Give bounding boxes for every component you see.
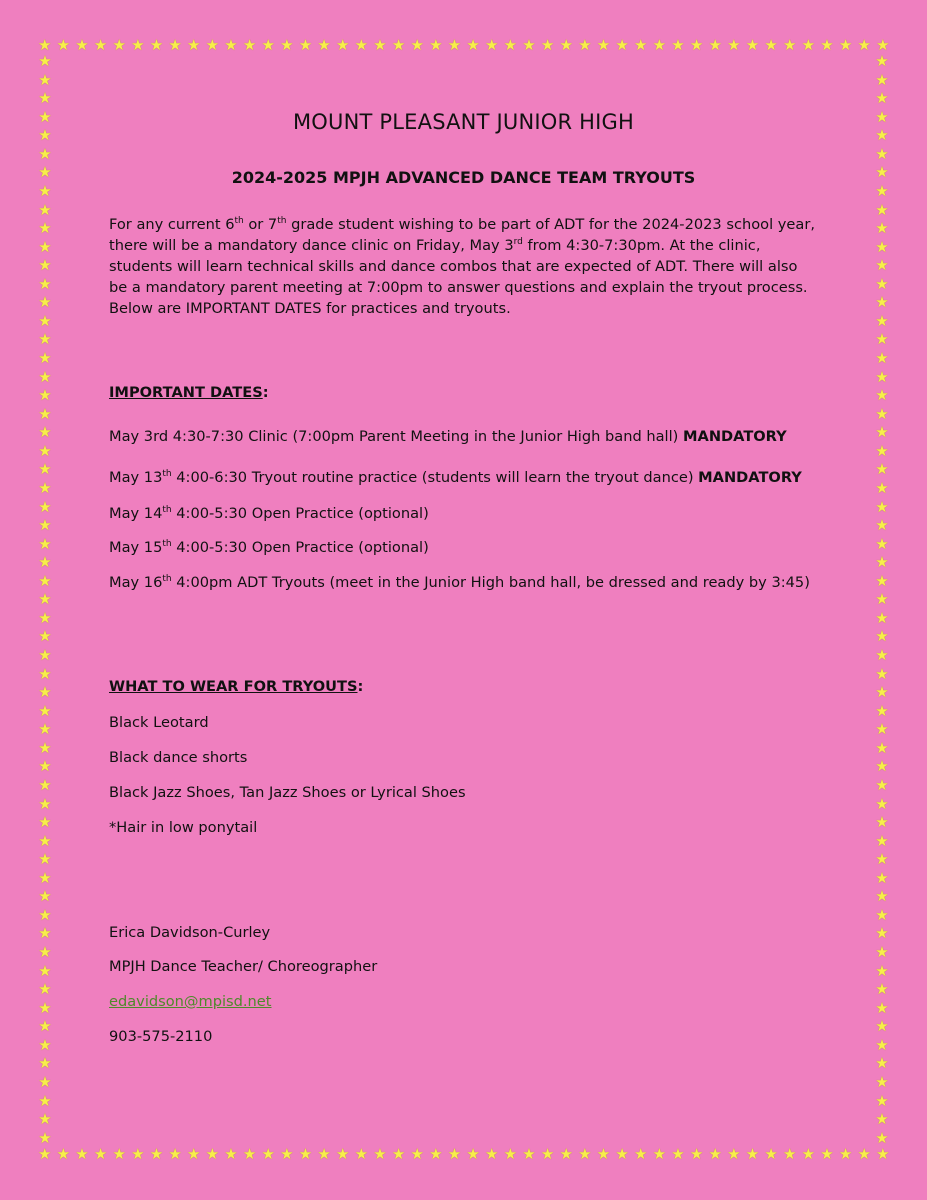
star-icon: ★ <box>578 35 592 54</box>
star-icon: ★ <box>38 163 52 182</box>
star-icon: ★ <box>559 35 573 54</box>
star-icon: ★ <box>615 35 629 54</box>
star-icon: ★ <box>38 961 52 980</box>
star-icon: ★ <box>875 237 889 256</box>
star-icon: ★ <box>93 35 108 54</box>
star-icon: ★ <box>875 441 889 460</box>
star-icon: ★ <box>875 998 889 1017</box>
star-icon: ★ <box>38 757 52 776</box>
star-icon: ★ <box>875 831 889 850</box>
star-border-top <box>38 36 890 54</box>
star-icon: ★ <box>745 1144 760 1163</box>
star-icon: ★ <box>875 497 889 516</box>
date-item <box>109 574 810 591</box>
star-icon: ★ <box>875 608 889 627</box>
star-icon: ★ <box>522 1144 536 1163</box>
contact-role: MPJH Dance Teacher/ Choreographer <box>109 958 378 975</box>
star-icon: ★ <box>38 1054 52 1073</box>
star-icon: ★ <box>764 35 778 54</box>
star-icon: ★ <box>38 571 52 590</box>
star-icon: ★ <box>38 905 52 924</box>
contact-email-link[interactable]: edavidson@mpisd.net <box>109 993 272 1010</box>
star-icon: ★ <box>875 367 889 386</box>
star-icon: ★ <box>298 35 313 54</box>
star-icon: ★ <box>875 646 889 664</box>
star-icon: ★ <box>801 35 816 54</box>
star-icon: ★ <box>615 1144 629 1163</box>
star-icon: ★ <box>38 256 52 275</box>
intro-text: For any current 6 <box>109 216 235 233</box>
star-icon: ★ <box>578 1144 592 1163</box>
star-icon: ★ <box>875 1054 889 1073</box>
star-icon: ★ <box>168 1144 182 1163</box>
star-icon: ★ <box>875 943 889 961</box>
star-icon: ★ <box>56 1144 71 1163</box>
star-icon: ★ <box>689 1144 704 1163</box>
star-icon: ★ <box>875 200 889 219</box>
star-icon: ★ <box>875 775 889 794</box>
star-icon: ★ <box>875 980 889 999</box>
star-icon: ★ <box>38 52 52 70</box>
star-icon: ★ <box>242 35 257 54</box>
star-icon: ★ <box>38 460 52 479</box>
star-icon: ★ <box>354 1144 369 1163</box>
star-icon: ★ <box>875 349 889 367</box>
star-icon: ★ <box>242 1144 257 1163</box>
star-icon: ★ <box>38 553 52 572</box>
star-icon: ★ <box>38 1035 52 1054</box>
star-icon: ★ <box>410 35 424 54</box>
star-icon: ★ <box>875 274 889 293</box>
star-icon: ★ <box>429 1144 443 1163</box>
star-icon: ★ <box>671 35 685 54</box>
star-icon: ★ <box>875 683 889 702</box>
star-icon: ★ <box>56 35 71 54</box>
star-icon: ★ <box>875 720 889 739</box>
star-icon: ★ <box>38 200 52 219</box>
star-icon: ★ <box>634 35 648 54</box>
star-icon: ★ <box>783 1144 797 1163</box>
star-icon: ★ <box>875 516 889 535</box>
star-icon: ★ <box>875 478 889 497</box>
star-icon: ★ <box>875 107 889 126</box>
star-icon: ★ <box>38 181 52 200</box>
star-icon: ★ <box>652 35 667 54</box>
star-icon: ★ <box>38 701 52 720</box>
page-subtitle: 2024-2025 MPJH ADVANCED DANCE TEAM TRYOUTS <box>231 168 696 187</box>
star-icon: ★ <box>187 35 201 54</box>
what-to-wear-label: WHAT TO WEAR FOR TRYOUTS <box>109 678 358 695</box>
star-icon: ★ <box>38 349 52 367</box>
star-icon: ★ <box>38 998 52 1017</box>
star-icon: ★ <box>205 1144 220 1163</box>
date-item <box>109 505 429 522</box>
date-item <box>109 428 787 445</box>
intro-sup: th <box>234 216 244 227</box>
star-icon: ★ <box>112 1144 126 1163</box>
star-icon: ★ <box>671 1144 685 1163</box>
star-icon: ★ <box>131 35 145 54</box>
mandatory-label: MANDATORY <box>683 428 787 445</box>
star-icon: ★ <box>336 35 350 54</box>
star-icon: ★ <box>38 35 52 54</box>
star-border-left <box>36 54 54 1146</box>
date-text: 4:00-5:30 Open Practice (optional) <box>171 539 429 556</box>
star-icon: ★ <box>875 460 889 479</box>
page-title: MOUNT PLEASANT JUNIOR HIGH <box>292 110 635 134</box>
star-icon: ★ <box>875 163 889 182</box>
star-icon: ★ <box>38 943 52 961</box>
date-sup: th <box>162 469 172 480</box>
star-icon: ★ <box>820 1144 834 1163</box>
star-icon: ★ <box>38 70 52 89</box>
star-icon: ★ <box>875 144 889 163</box>
wear-item: Black Leotard <box>109 714 209 731</box>
star-icon: ★ <box>875 887 889 906</box>
star-icon: ★ <box>38 794 52 813</box>
star-icon: ★ <box>540 1144 555 1163</box>
star-border-bottom <box>38 1145 890 1163</box>
important-dates-heading <box>109 384 269 401</box>
star-icon: ★ <box>38 126 52 145</box>
star-icon: ★ <box>38 738 52 757</box>
star-icon: ★ <box>410 1144 424 1163</box>
date-text: May 13 <box>109 469 163 486</box>
date-sup: th <box>162 505 172 516</box>
star-icon: ★ <box>708 35 722 54</box>
star-icon: ★ <box>38 980 52 999</box>
intro-sup: th <box>277 216 287 227</box>
star-icon: ★ <box>596 35 611 54</box>
star-icon: ★ <box>112 35 126 54</box>
star-icon: ★ <box>38 516 52 535</box>
intro-text: or 7 <box>243 216 278 233</box>
star-icon: ★ <box>168 35 182 54</box>
star-icon: ★ <box>187 1144 201 1163</box>
star-icon: ★ <box>727 35 741 54</box>
star-icon: ★ <box>820 35 834 54</box>
star-icon: ★ <box>875 627 889 646</box>
star-icon: ★ <box>38 868 52 887</box>
star-icon: ★ <box>373 1144 387 1163</box>
star-border-right <box>873 54 891 1146</box>
star-icon: ★ <box>336 1144 350 1163</box>
star-icon: ★ <box>38 89 52 108</box>
star-icon: ★ <box>38 813 52 832</box>
star-icon: ★ <box>354 35 369 54</box>
star-icon: ★ <box>875 813 889 832</box>
star-icon: ★ <box>38 386 52 405</box>
star-icon: ★ <box>38 497 52 516</box>
star-icon: ★ <box>261 1144 275 1163</box>
heading-colon: : <box>262 384 269 401</box>
star-icon: ★ <box>38 311 52 330</box>
star-icon: ★ <box>838 35 853 54</box>
star-icon: ★ <box>447 1144 462 1163</box>
star-icon: ★ <box>801 1144 816 1163</box>
star-icon: ★ <box>75 1144 89 1163</box>
star-icon: ★ <box>38 850 52 869</box>
star-icon: ★ <box>875 70 889 89</box>
star-icon: ★ <box>38 534 52 553</box>
date-sup: th <box>162 574 172 585</box>
star-icon: ★ <box>875 386 889 405</box>
date-text: May 15 <box>109 539 163 556</box>
star-icon: ★ <box>38 1091 52 1110</box>
star-icon: ★ <box>875 311 889 330</box>
date-text: 4:00pm ADT Tryouts (meet in the Junior High band hall, be dressed and ready by 3:45) <box>171 574 810 591</box>
star-icon: ★ <box>224 1144 238 1163</box>
star-icon: ★ <box>38 107 52 126</box>
star-icon: ★ <box>447 35 462 54</box>
star-icon: ★ <box>38 423 52 442</box>
star-icon: ★ <box>875 52 889 70</box>
star-icon: ★ <box>38 144 52 163</box>
star-icon: ★ <box>875 404 889 423</box>
star-icon: ★ <box>131 1144 145 1163</box>
intro-text: from 4:30-7:30pm. At the clinic, students will learn technical skills and dance combos that are expected of ADT. There will also be a mandatory parent meeting at 7:00pm to answer questions and explain the tryout process. Below are IMPORTANT DATES for practices and tryouts. <box>109 237 808 317</box>
star-icon: ★ <box>280 35 294 54</box>
star-icon: ★ <box>857 35 871 54</box>
date-item <box>109 469 802 486</box>
star-icon: ★ <box>38 608 52 627</box>
star-icon: ★ <box>38 683 52 702</box>
intro-paragraph <box>109 214 819 319</box>
star-icon: ★ <box>875 256 889 275</box>
star-icon: ★ <box>875 219 889 238</box>
star-icon: ★ <box>875 330 889 349</box>
star-icon: ★ <box>38 404 52 423</box>
star-icon: ★ <box>485 35 499 54</box>
date-item <box>109 539 429 556</box>
star-icon: ★ <box>38 237 52 256</box>
date-text: May 16 <box>109 574 163 591</box>
star-icon: ★ <box>875 1035 889 1054</box>
star-icon: ★ <box>875 423 889 442</box>
heading-colon: : <box>357 678 364 695</box>
star-icon: ★ <box>783 35 797 54</box>
date-sup: th <box>162 539 172 550</box>
star-icon: ★ <box>875 126 889 145</box>
star-icon: ★ <box>149 35 164 54</box>
star-icon: ★ <box>38 887 52 906</box>
star-icon: ★ <box>466 1144 480 1163</box>
star-icon: ★ <box>38 831 52 850</box>
wear-item: *Hair in low ponytail <box>109 819 258 836</box>
star-icon: ★ <box>38 627 52 646</box>
star-icon: ★ <box>38 924 52 943</box>
important-dates-label: IMPORTANT DATES <box>109 384 263 401</box>
star-icon: ★ <box>280 1144 294 1163</box>
star-icon: ★ <box>38 590 52 609</box>
intro-sup: rd <box>513 237 523 248</box>
star-icon: ★ <box>875 1128 889 1147</box>
wear-item: Black Jazz Shoes, Tan Jazz Shoes or Lyrical Shoes <box>109 784 466 801</box>
star-icon: ★ <box>261 35 275 54</box>
star-icon: ★ <box>540 35 555 54</box>
star-icon: ★ <box>38 219 52 238</box>
star-icon: ★ <box>875 961 889 980</box>
star-icon: ★ <box>875 571 889 590</box>
star-icon: ★ <box>503 1144 518 1163</box>
star-icon: ★ <box>317 35 331 54</box>
star-icon: ★ <box>38 1017 52 1036</box>
star-icon: ★ <box>38 330 52 349</box>
contact-name: Erica Davidson-Curley <box>109 924 271 941</box>
star-icon: ★ <box>689 35 704 54</box>
star-icon: ★ <box>708 1144 722 1163</box>
star-icon: ★ <box>522 35 536 54</box>
star-icon: ★ <box>75 35 89 54</box>
star-icon: ★ <box>875 534 889 553</box>
star-icon: ★ <box>429 35 443 54</box>
star-icon: ★ <box>727 1144 741 1163</box>
star-icon: ★ <box>317 1144 331 1163</box>
star-icon: ★ <box>875 868 889 887</box>
star-icon: ★ <box>875 850 889 869</box>
star-icon: ★ <box>38 1144 52 1163</box>
star-icon: ★ <box>38 441 52 460</box>
date-text: 4:00-6:30 Tryout routine practice (students will learn the tryout dance) <box>171 469 699 486</box>
star-icon: ★ <box>875 794 889 813</box>
star-icon: ★ <box>391 35 406 54</box>
star-icon: ★ <box>745 35 760 54</box>
star-icon: ★ <box>875 293 889 312</box>
star-icon: ★ <box>875 89 889 108</box>
star-icon: ★ <box>38 367 52 386</box>
star-icon: ★ <box>298 1144 313 1163</box>
star-icon: ★ <box>93 1144 108 1163</box>
star-icon: ★ <box>224 35 238 54</box>
star-icon: ★ <box>652 1144 667 1163</box>
star-icon: ★ <box>875 553 889 572</box>
star-icon: ★ <box>764 1144 778 1163</box>
star-icon: ★ <box>875 1091 889 1110</box>
star-icon: ★ <box>38 274 52 293</box>
star-icon: ★ <box>559 1144 573 1163</box>
star-icon: ★ <box>875 1072 889 1091</box>
star-icon: ★ <box>875 905 889 924</box>
star-icon: ★ <box>38 664 52 683</box>
intro-text: grade student wishing to be part of ADT for the 2024-2023 school year, there will be a mandatory dance clinic on Friday, May 3 <box>109 216 815 254</box>
star-icon: ★ <box>875 590 889 609</box>
star-icon: ★ <box>149 1144 164 1163</box>
star-icon: ★ <box>391 1144 406 1163</box>
contact-phone: 903-575-2110 <box>109 1028 213 1045</box>
star-icon: ★ <box>875 701 889 720</box>
star-icon: ★ <box>857 1144 871 1163</box>
star-icon: ★ <box>876 1144 890 1163</box>
star-icon: ★ <box>38 646 52 664</box>
star-icon: ★ <box>38 1110 52 1129</box>
star-icon: ★ <box>596 1144 611 1163</box>
star-icon: ★ <box>466 35 480 54</box>
star-icon: ★ <box>38 478 52 497</box>
star-icon: ★ <box>38 293 52 312</box>
star-icon: ★ <box>205 35 220 54</box>
star-icon: ★ <box>838 1144 853 1163</box>
date-text: May 3rd 4:30-7:30 Clinic (7:00pm Parent Meeting in the Junior High band hall) <box>109 428 684 445</box>
star-icon: ★ <box>875 757 889 776</box>
star-icon: ★ <box>875 738 889 757</box>
star-icon: ★ <box>38 1128 52 1147</box>
star-icon: ★ <box>875 924 889 943</box>
date-text: May 14 <box>109 505 163 522</box>
star-icon: ★ <box>38 775 52 794</box>
star-icon: ★ <box>634 1144 648 1163</box>
star-icon: ★ <box>503 35 518 54</box>
star-icon: ★ <box>38 720 52 739</box>
date-text: 4:00-5:30 Open Practice (optional) <box>171 505 429 522</box>
star-icon: ★ <box>876 35 890 54</box>
star-icon: ★ <box>875 664 889 683</box>
star-icon: ★ <box>875 1017 889 1036</box>
star-icon: ★ <box>373 35 387 54</box>
star-icon: ★ <box>875 181 889 200</box>
wear-item: Black dance shorts <box>109 749 248 766</box>
star-icon: ★ <box>38 1072 52 1091</box>
what-to-wear-heading <box>109 678 363 695</box>
mandatory-label: MANDATORY <box>698 469 802 486</box>
star-icon: ★ <box>875 1110 889 1129</box>
star-icon: ★ <box>485 1144 499 1163</box>
